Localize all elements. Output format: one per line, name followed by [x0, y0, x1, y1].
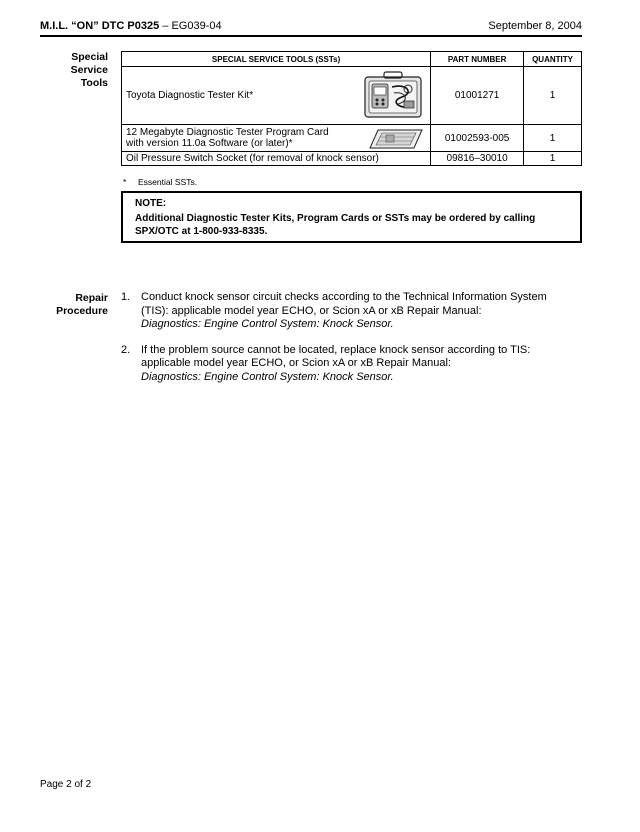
- step-number: 2.: [121, 343, 131, 356]
- tool-name-line: with version 11.0a Software (or later)*: [126, 138, 293, 149]
- header-rule: [40, 35, 582, 37]
- tool-name-line: 12 Megabyte Diagnostic Tester Program Card: [126, 127, 329, 138]
- section-label-repair: [38, 292, 108, 318]
- repair-steps: [121, 291, 591, 396]
- label-line: Procedure: [56, 305, 108, 317]
- table-header-row: [122, 52, 582, 67]
- note-body: [135, 213, 575, 238]
- col-header-qty: QUANTITY: [524, 52, 582, 67]
- quantity: 1: [524, 67, 582, 125]
- note-box: [121, 191, 582, 243]
- footnote-mark: *: [123, 177, 127, 187]
- tool-name: Oil Pressure Switch Socket (for removal of knock sensor): [122, 152, 431, 166]
- part-number: 09816–30010: [431, 152, 524, 166]
- list-item: [121, 291, 591, 332]
- col-header-part: PART NUMBER: [431, 52, 524, 67]
- step-reference: Diagnostics: Engine Control System: Knock Sensor.: [141, 318, 394, 330]
- tool-cell: [122, 67, 431, 125]
- tool-cell: [122, 125, 431, 152]
- program-card-icon: [368, 128, 424, 153]
- header-title: [40, 20, 222, 32]
- quantity: 1: [524, 125, 582, 152]
- page-number: Page 2 of 2: [40, 779, 92, 790]
- tester-kit-case-icon: [362, 71, 424, 123]
- bulletin-code: EG039-04: [171, 20, 222, 32]
- label-line: Service: [70, 64, 108, 76]
- sst-table: [121, 51, 582, 166]
- list-item: [121, 344, 591, 385]
- step-line: If the problem source cannot be located, replace knock sensor according to TIS:: [141, 343, 531, 356]
- step-number: 1.: [121, 291, 131, 303]
- note-title: NOTE:: [135, 198, 167, 209]
- note-line: Additional Diagnostic Tester Kits, Program Cards or SSTs may be ordered by calling: [135, 213, 536, 224]
- page-header: [40, 20, 582, 36]
- dtc-title: M.I.L. “ON” DTC P0325: [40, 20, 160, 32]
- col-header-tools: SPECIAL SERVICE TOOLS (SSTs): [122, 52, 431, 67]
- bulletin-date: September 8, 2004: [488, 20, 582, 32]
- table-row: [122, 152, 582, 166]
- label-line: Repair: [75, 292, 108, 304]
- part-number: 01002593-005: [431, 125, 524, 152]
- step-line: (TIS): applicable model year ECHO, or Scion xA or xB Repair Manual:: [141, 304, 482, 317]
- step-reference: Diagnostics: Engine Control System: Knock Sensor.: [141, 370, 394, 383]
- table-row: [122, 67, 582, 125]
- step-line: Conduct knock sensor circuit checks according to the Technical Information System: [141, 291, 547, 303]
- label-line: Tools: [80, 77, 108, 89]
- note-line: SPX/OTC at 1-800-933-8335.: [135, 225, 268, 237]
- footnote-text: Essential SSTs.: [138, 177, 198, 187]
- table-row: [122, 125, 582, 152]
- footnote: [123, 177, 197, 187]
- quantity: 1: [524, 152, 582, 166]
- part-number: 01001271: [431, 67, 524, 125]
- step-line: applicable model year ECHO, or Scion xA or xB Repair Manual:: [141, 357, 451, 369]
- label-line: Special: [71, 51, 108, 63]
- section-label-tools: [38, 51, 108, 90]
- tool-name: Toyota Diagnostic Tester Kit*: [126, 90, 254, 101]
- title-separator: –: [159, 20, 172, 32]
